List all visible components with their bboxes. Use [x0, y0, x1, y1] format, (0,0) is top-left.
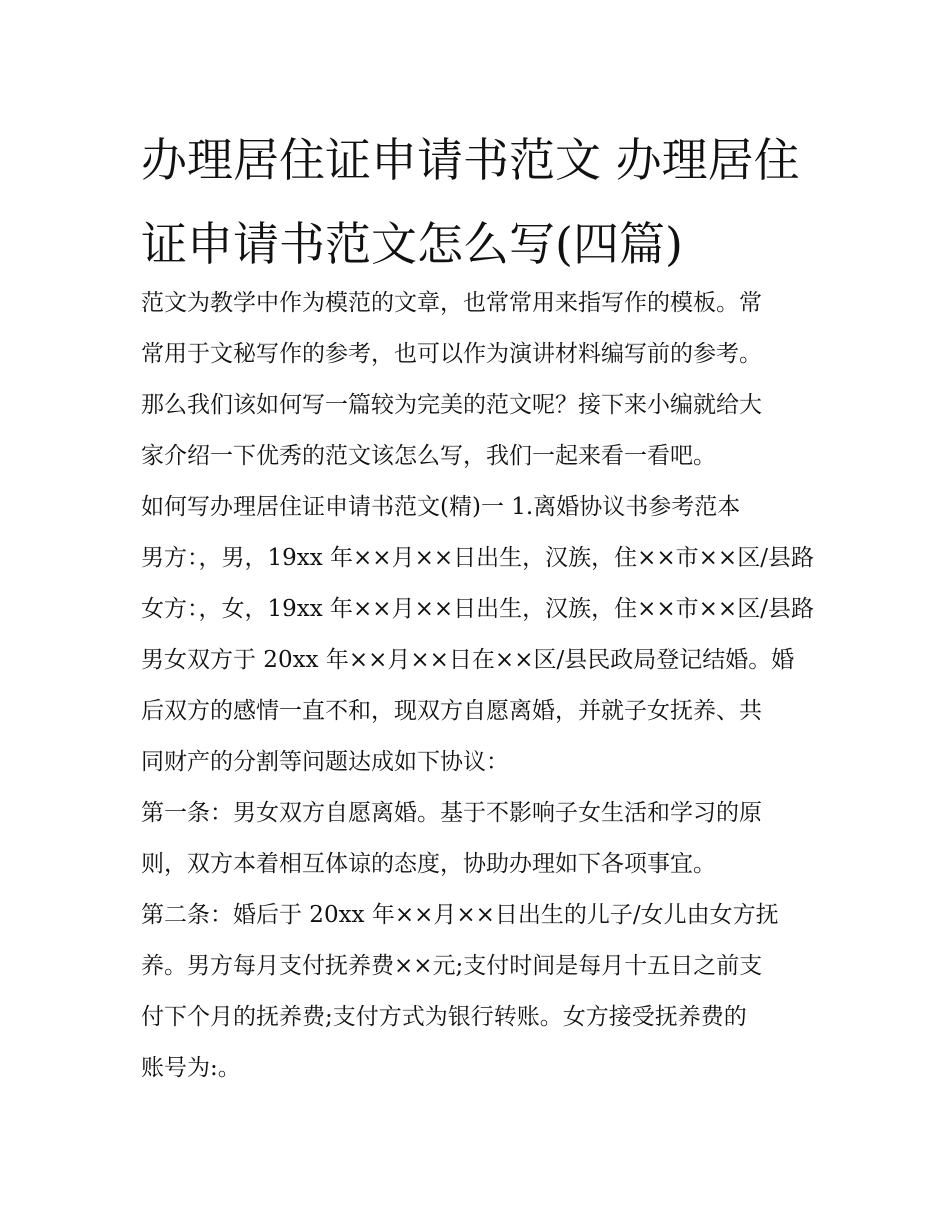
- body-line: 第二条：婚后于 20xx 年××月××日出生的儿子/女儿由女方抚: [141, 902, 779, 928]
- body-line: 账号为:。: [141, 1055, 241, 1081]
- body-line: 同财产的分割等问题达成如下协议：: [141, 749, 509, 775]
- document-title: 办理居住证申请书范文 办理居住证申请书范文怎么写(四篇): [141, 133, 800, 271]
- body-line: 付下个月的抚养费;支付方式为银行转账。女方接受抚养费的: [141, 1004, 747, 1030]
- body-line: 女方：，女，19xx 年××月××日出生，汉族，住××市××区/县路: [141, 596, 814, 622]
- body-line: 那么我们该如何写一篇较为完美的范文呢？接下来小编就给大: [141, 392, 762, 418]
- body-line: 范文为教学中作为模范的文章，也常常用来指写作的模板。常: [141, 290, 762, 316]
- body-line: 第一条：男女双方自愿离婚。基于不影响子女生活和学习的原: [141, 800, 762, 826]
- body-line: 后双方的感情一直不和，现双方自愿离婚，并就子女抚养、共: [141, 698, 762, 724]
- document-body: [141, 278, 821, 1094]
- body-line: 如何写办理居住证申请书范文(精)一 1.离婚协议书参考范本: [141, 494, 741, 520]
- body-line: 男女双方于 20xx 年××月××日在××区/县民政局登记结婚。婚: [141, 647, 795, 673]
- body-line: 则，双方本着相互体谅的态度，协助办理如下各项事宜。: [141, 851, 716, 877]
- body-line: 养。男方每月支付抚养费××元;支付时间是每月十五日之前支: [141, 953, 763, 979]
- body-line: 家介绍一下优秀的范文该怎么写，我们一起来看一看吧。: [141, 443, 716, 469]
- body-line: 男方：，男，19xx 年××月××日出生，汉族，住××市××区/县路: [141, 545, 814, 571]
- body-line: 常用于文秘写作的参考，也可以作为演讲材料编写前的参考。: [141, 341, 762, 367]
